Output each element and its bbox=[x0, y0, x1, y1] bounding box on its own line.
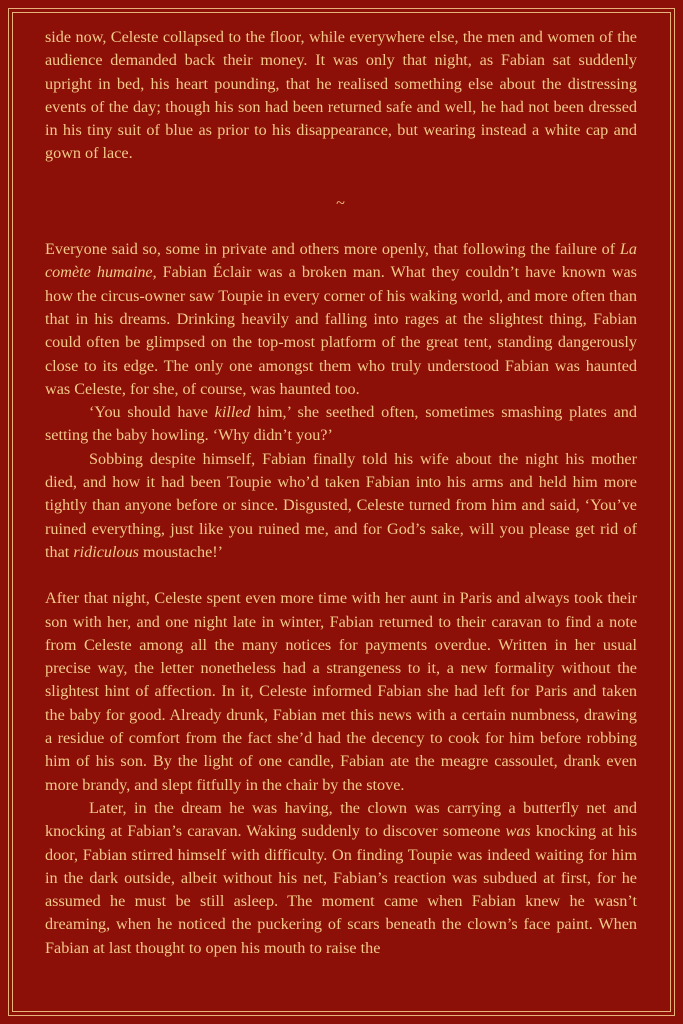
body-text: ‘You should have bbox=[89, 403, 215, 422]
body-text: Sobbing despite himself, Fabian finally told his wife about the night his mother died, and how it had been Toupie who’d taken Fabian into his arms and held him more tightly than anyone before or since. Disgusted, Celeste turned from him and said, ‘You’ve ruined everything, just like you ruined me, and for God’s sake, will you please get rid of that bbox=[45, 449, 637, 561]
paragraph-p6 bbox=[45, 797, 637, 960]
paragraph-p3 bbox=[45, 401, 637, 448]
emphasis-text: was bbox=[505, 822, 531, 841]
emphasis-text: La comète humaine bbox=[45, 240, 637, 282]
body-text: After that night, Celeste spent even more time with her aunt in Paris and always took their son with her, and one night late in winter, Fabian returned to their caravan to find a note from Celeste among all the many notices for payments overdue. Written in her usual precise way, the letter nonetheless had a strangeness to it, a new formality without the slightest hint of affection. In it, Celeste informed Fabian she had left for Paris and taken the baby for good. Already drunk, Fabian met this news with a certain numbness, drawing a residue of comfort from the fact she’d had the decency to cook for him before robbing him of his son. By the light of one candle, Fabian ate the meagre cassoulet, drank even more brandy, and slept fitfully in the chair by the stove. bbox=[45, 589, 637, 794]
emphasis-text: ridiculous bbox=[73, 542, 139, 561]
body-text: Later, in the dream he was having, the clown was carrying a butterfly net and knocking at Fabian’s caravan. Waking suddenly to discover someone bbox=[45, 798, 637, 841]
paragraph-p5 bbox=[45, 587, 637, 797]
section-ornament: ~ bbox=[336, 193, 346, 212]
emphasis-text: killed bbox=[214, 403, 251, 422]
paragraph-p4 bbox=[45, 448, 637, 564]
body-text: knocking at his door, Fabian stirred himself with difficulty. On finding Toupie was indeed waiting for him in the dark outside, albeit without his net, Fabian’s reaction was subdued at first, for he assumed he must be still asleep. The moment came when Fabian knew he wasn’t dreaming, when he noticed the puckering of scars beneath the clown’s face paint. When Fabian at last thought to open his mouth to raise the bbox=[45, 822, 637, 957]
paragraph-p1 bbox=[45, 26, 637, 166]
body-text: him,’ she seethed often, sometimes smashing plates and setting the baby howling. ‘Why didn’t you?’ bbox=[45, 403, 637, 445]
body-text: side now, Celeste collapsed to the floor, while everywhere else, the men and women of the audience demanded back their money. It was only that night, as Fabian sat suddenly upright in bed, his heart pounding, that he realised something else about the distressing events of the day; though his son had been returned safe and well, he had not been dressed in his tiny suit of blue as prior to his disappearance, but wearing instead a white cap and gown of lace. bbox=[45, 28, 637, 163]
body-text: moustache!’ bbox=[138, 542, 224, 561]
page-text-body bbox=[45, 26, 637, 1006]
body-text: Everyone said so, some in private and others more openly, that following the failure of bbox=[45, 240, 620, 259]
body-text: , Fabian Éclair was a broken man. What they couldn’t have known was how the circus-owner saw Toupie in every corner of his waking world, and more often than that in his dreams. Drinking heavily and falling into rages at the slightest thing, Fabian could often be glimpsed on the top-most platform of the great tent, standing dangerously close to its edge. The only one amongst them who truly understood Fabian was haunted was Celeste, for she, of course, was haunted too. bbox=[45, 263, 637, 398]
paragraph-p2 bbox=[45, 238, 637, 401]
